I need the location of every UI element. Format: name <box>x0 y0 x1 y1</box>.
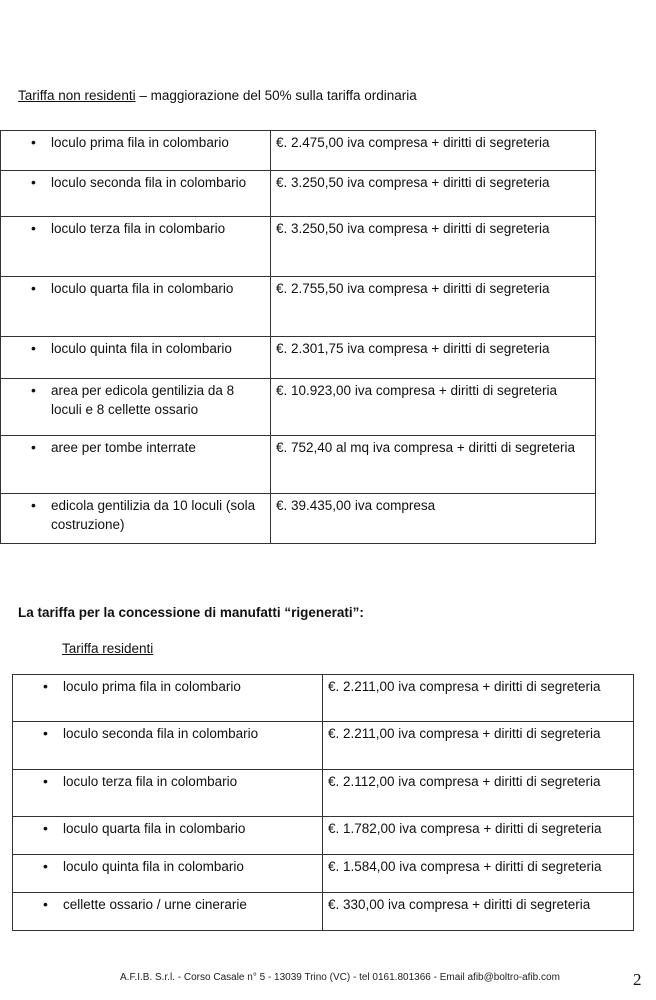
price-label: €. 1.584,00 iva compresa + diritti di segreteria <box>328 859 602 874</box>
price-label: €. 2.475,00 iva compresa + diritti di segreteria <box>276 135 550 150</box>
bullet-icon: • <box>31 280 36 296</box>
table-row <box>1 379 596 436</box>
item-label: loculo quarta fila in colombario <box>63 821 246 836</box>
heading-tariffa-residenti: Tariffa residenti <box>62 641 154 656</box>
price-label: €. 2.301,75 iva compresa + diritti di segreteria <box>276 341 550 356</box>
bullet-icon: • <box>31 340 36 356</box>
price-cell <box>271 131 596 171</box>
heading-non-residenti-underlined: Tariffa non residenti <box>18 88 136 103</box>
price-cell <box>271 436 596 494</box>
item-label: loculo prima fila in colombario <box>63 679 241 694</box>
table-row <box>1 337 596 379</box>
table-row <box>13 675 634 722</box>
price-label: €. 3.250,50 iva compresa + diritti di segreteria <box>276 221 550 236</box>
price-label: €. 2.112,00 iva compresa + diritti di segreteria <box>328 774 601 789</box>
table-row <box>13 722 634 770</box>
tariff-table-non-residenti <box>0 130 596 544</box>
table-row <box>13 855 634 893</box>
bullet-icon: • <box>43 678 48 694</box>
item-cell <box>1 217 271 277</box>
item-label: loculo prima fila in colombario <box>51 135 229 150</box>
price-cell <box>323 893 634 931</box>
table-row <box>13 893 634 931</box>
item-cell <box>13 893 323 931</box>
bullet-icon: • <box>31 220 36 236</box>
item-label: aree per tombe interrate <box>51 440 196 455</box>
price-cell <box>271 494 596 544</box>
table-row <box>1 217 596 277</box>
item-cell <box>1 337 271 379</box>
item-cell <box>1 277 271 337</box>
table-row <box>1 131 596 171</box>
price-label: €. 752,40 al mq iva compresa + diritti di segreteria <box>276 440 576 455</box>
table-row <box>1 277 596 337</box>
price-cell <box>323 675 634 722</box>
price-cell <box>323 770 634 817</box>
price-cell <box>323 722 634 770</box>
price-label: €. 39.435,00 iva compresa <box>276 498 436 513</box>
item-cell <box>13 855 323 893</box>
bullet-icon: • <box>31 174 36 190</box>
tariff-table-residenti <box>12 674 634 931</box>
item-cell <box>13 722 323 770</box>
item-label: loculo quinta fila in colombario <box>63 859 244 874</box>
heading-rigenerati: La tariffa per la concessione di manufatti “rigenerati”: <box>18 605 364 620</box>
price-label: €. 2.211,00 iva compresa + diritti di segreteria <box>328 726 601 741</box>
price-label: €. 330,00 iva compresa + diritti di segreteria <box>328 897 591 912</box>
table-row <box>1 436 596 494</box>
price-label: €. 2.211,00 iva compresa + diritti di segreteria <box>328 679 601 694</box>
item-cell <box>13 770 323 817</box>
bullet-icon: • <box>43 773 48 789</box>
price-cell <box>271 277 596 337</box>
bullet-icon: • <box>43 725 48 741</box>
item-label: edicola gentilizia da 10 loculi (sola costruzione) <box>51 498 256 532</box>
price-cell <box>323 817 634 855</box>
price-cell <box>271 171 596 217</box>
table-row <box>1 171 596 217</box>
footer-company-info: A.F.I.B. S.r.l. - Corso Casale n° 5 - 13039 Trino (VC) - tel 0161.801366 - Email afib@boltro-afib.com <box>120 972 560 983</box>
item-label: loculo seconda fila in colombario <box>63 726 259 741</box>
item-label: area per edicola gentilizia da 8 loculi e 8 cellette ossario <box>51 383 235 417</box>
item-cell <box>1 379 271 436</box>
price-cell <box>271 217 596 277</box>
item-cell <box>1 436 271 494</box>
table-row <box>1 494 596 544</box>
bullet-icon: • <box>43 896 48 912</box>
price-label: €. 1.782,00 iva compresa + diritti di segreteria <box>328 821 602 836</box>
bullet-icon: • <box>43 820 48 836</box>
price-cell <box>323 855 634 893</box>
price-cell <box>271 337 596 379</box>
item-cell <box>13 817 323 855</box>
price-label: €. 2.755,50 iva compresa + diritti di segreteria <box>276 281 550 296</box>
item-label: loculo quinta fila in colombario <box>51 341 232 356</box>
price-cell <box>271 379 596 436</box>
heading-non-residenti <box>18 86 417 105</box>
bullet-icon: • <box>43 858 48 874</box>
item-cell <box>1 171 271 217</box>
item-label: cellette ossario / urne cinerarie <box>63 897 247 912</box>
price-label: €. 10.923,00 iva compresa + diritti di segreteria <box>276 383 558 398</box>
heading-non-residenti-rest: – maggiorazione del 50% sulla tariffa ordinaria <box>135 88 417 103</box>
table-row <box>13 770 634 817</box>
price-label: €. 3.250,50 iva compresa + diritti di segreteria <box>276 175 550 190</box>
item-cell <box>1 494 271 544</box>
item-label: loculo terza fila in colombario <box>63 774 238 789</box>
item-cell <box>13 675 323 722</box>
bullet-icon: • <box>31 497 36 513</box>
bullet-icon: • <box>31 134 36 150</box>
item-label: loculo quarta fila in colombario <box>51 281 234 296</box>
bullet-icon: • <box>31 382 36 398</box>
bullet-icon: • <box>31 439 36 455</box>
page-number: 2 <box>633 970 642 989</box>
item-label: loculo terza fila in colombario <box>51 221 226 236</box>
table-row <box>13 817 634 855</box>
item-cell <box>1 131 271 171</box>
item-label: loculo seconda fila in colombario <box>51 175 247 190</box>
